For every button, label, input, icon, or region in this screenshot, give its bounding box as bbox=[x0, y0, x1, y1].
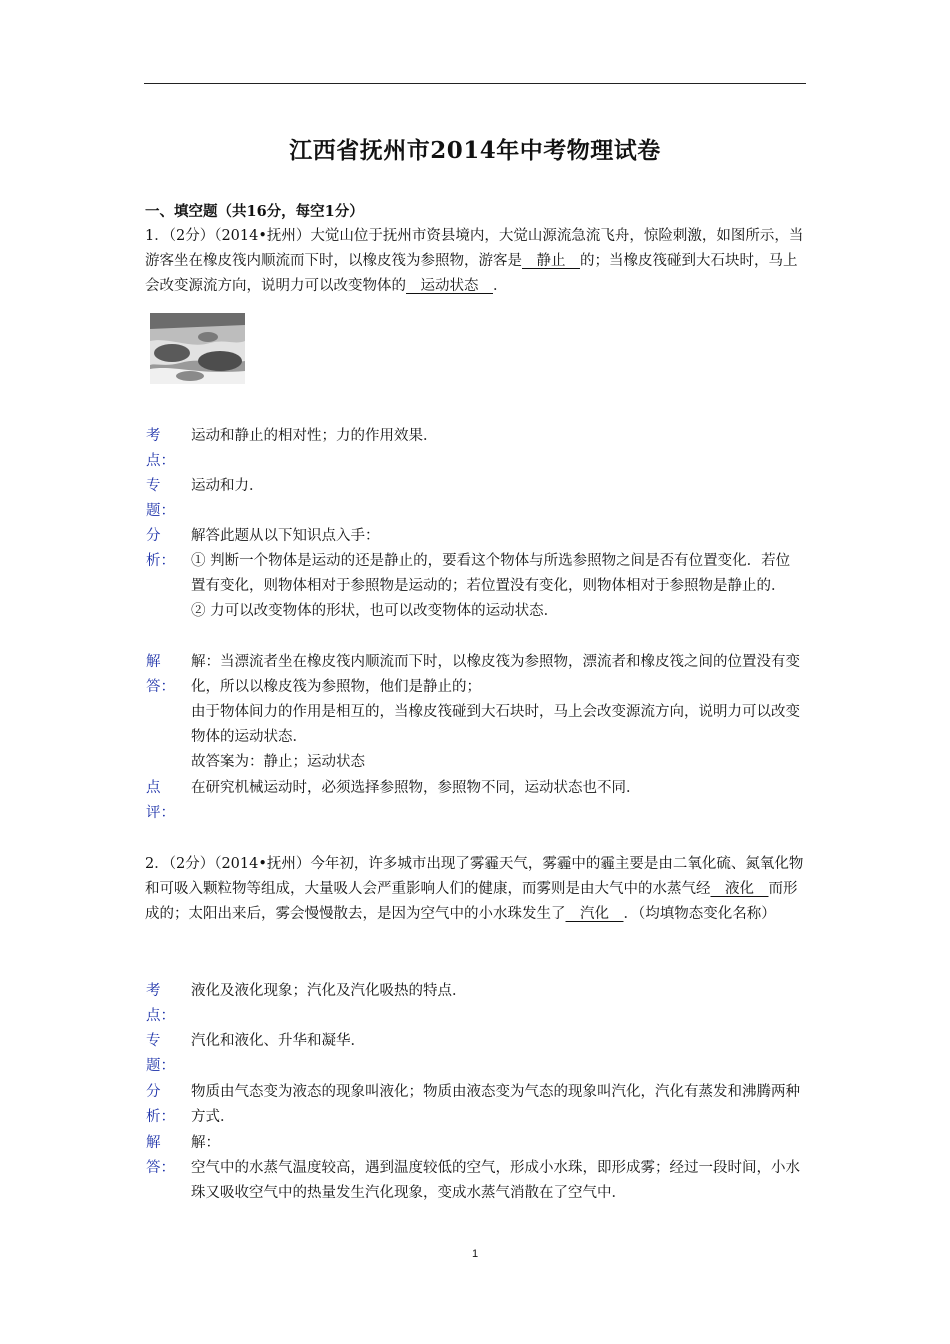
answer-blank-1: 静止 bbox=[522, 253, 580, 269]
jieda-content-2: 解： 空气中的水蒸气温度较高，遇到温度较低的空气，形成小水珠，即形成雾；经过一段时间，小水珠又吸收空气中的热量发生汽化现象，变成水蒸气消散在了空气中． bbox=[191, 1135, 800, 1201]
section-heading: 一、填空题（共16分，每空1分） bbox=[145, 203, 364, 220]
kaodian-content: 运动和静止的相对性；力的作用效果． bbox=[191, 428, 438, 444]
rafting-photo bbox=[150, 313, 245, 384]
answer-blank-4: 汽化 bbox=[565, 906, 624, 922]
fenxi-content-2: 物质由气态变为液态的现象叫液化；物质由液态变为气态的现象叫汽化，汽化有蒸发和沸腾两种方式． bbox=[191, 1084, 800, 1125]
zhuanti-content-2: 汽化和液化、升华和凝华． bbox=[191, 1033, 365, 1049]
kaodian-content-2: 液化及液化现象；汽化及汽化吸热的特点． bbox=[191, 983, 467, 999]
label-zhuanti-2: 专题： bbox=[146, 1033, 175, 1074]
header-rule bbox=[144, 83, 806, 84]
label-jieda-2: 解答： bbox=[146, 1135, 175, 1176]
label-jieda: 解答： bbox=[146, 654, 175, 695]
label-fenxi-2: 分析： bbox=[146, 1084, 175, 1125]
question-2-text: 2．（2分）（2014•抚州）今年初，许多城市出现了雾霾天气，雾霾中的霾主要是由二氧化硫、氮氧化物和可吸入颗粒物等组成，大量吸人会严重影响人们的健康，而雾则是由大气中的水蒸气经 液化 而形成的；太阳出来后，雾会慢慢散去，是因为空气中的小水珠发生了 汽化 ．（均填物态变化名称） bbox=[145, 856, 804, 922]
question-1-text: 1．（2分）（2014•抚州）大觉山位于抚州市资县境内，大觉山源流急流飞舟，惊险刺激，如图所示，当游客坐在橡皮筏内顺流而下时，以橡皮筏为参照物，游客是 静止 的；当橡皮筏碰到大石块时，马上会改变源流方向，说明力可以改变物体的 运动状态 ． bbox=[145, 228, 804, 294]
answer-blank-2: 运动状态 bbox=[406, 278, 493, 294]
label-zhuanti: 专题： bbox=[146, 478, 175, 519]
page-number: 1 bbox=[471, 1248, 479, 1260]
label-kaodian: 考点： bbox=[146, 428, 175, 469]
answer-blank-3: 液化 bbox=[710, 881, 769, 897]
label-fenxi: 分析： bbox=[146, 528, 175, 569]
zhuanti-content: 运动和力． bbox=[191, 478, 264, 494]
dianping-content: 在研究机械运动时，必须选择参照物，参照物不同，运动状态也不同． bbox=[191, 780, 641, 796]
label-kaodian-2: 考点： bbox=[146, 983, 175, 1024]
fenxi-content: 解答此题从以下知识点入手： ① 判断一个物体是运动的还是静止的，要看这个物体与所选参照物之间是否有位置变化．若位置有变化，则物体相对于参照物是运动的；若位置没有变化，则物体相对于参照物是静止的． ② 力可以改变物体的形状，也可以改变物体的运动状态． bbox=[191, 528, 791, 619]
jieda-content: 解：当漂流者坐在橡皮筏内顺流而下时，以橡皮筏为参照物，漂流者和橡皮筏之间的位置没有变化，所以以橡皮筏为参照物，他们是静止的； 由于物体间力的作用是相互的，当橡皮筏碰到大石块时，马上会改变源流方向，说明力可以改变物体的运动状态． 故答案为：静止；运动状态 bbox=[191, 654, 800, 770]
page-title: 江西省抚州市2014年中考物理试卷 bbox=[289, 137, 661, 164]
label-dianping: 点评： bbox=[146, 780, 175, 821]
